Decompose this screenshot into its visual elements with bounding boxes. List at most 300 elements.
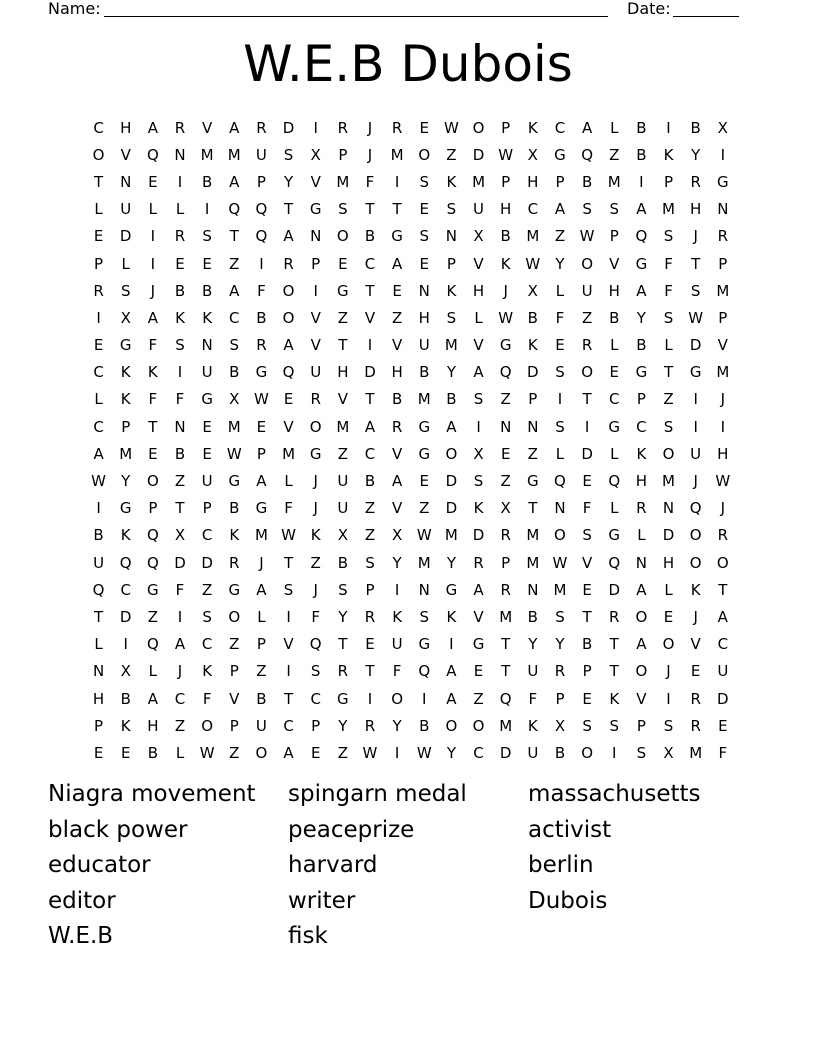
grid-letter: D <box>201 553 213 572</box>
grid-letter: Q <box>146 145 159 164</box>
grid-letter: P <box>256 444 266 463</box>
grid-letter: F <box>311 607 321 626</box>
grid-letter: T <box>663 363 674 382</box>
grid-letter: B <box>581 635 593 654</box>
grid-letter: Z <box>663 390 674 409</box>
grid-letter: T <box>528 499 538 518</box>
grid-letter: D <box>472 526 485 545</box>
grid-letter: I <box>96 499 101 518</box>
grid-letter: J <box>720 390 726 409</box>
grid-row <box>85 196 736 223</box>
grid-letter: D <box>717 689 729 708</box>
grid-letter: D <box>527 363 539 382</box>
grid-letter: L <box>284 472 293 491</box>
grid-letter: T <box>501 662 511 681</box>
grid-letter: Z <box>337 743 348 762</box>
grid-letter: C <box>717 635 729 654</box>
grid-letter: J <box>693 227 698 246</box>
grid-letter: U <box>201 472 213 491</box>
grid-letter: X <box>229 390 240 409</box>
grid-letter: E <box>582 580 592 599</box>
grid-letter: W <box>715 472 731 491</box>
grid-letter: A <box>636 281 647 300</box>
grid-letter: J <box>720 499 726 518</box>
grid-letter: B <box>201 172 213 191</box>
grid-letter: R <box>364 716 376 735</box>
grid-letter: W <box>688 308 704 327</box>
grid-letter: I <box>394 172 400 191</box>
grid-letter: U <box>717 662 729 681</box>
grid-letter: U <box>255 145 267 164</box>
grid-letter: A <box>283 743 294 762</box>
grid-letter: E <box>338 254 348 273</box>
grid-letter: Z <box>500 472 511 491</box>
grid-letter: P <box>311 716 321 735</box>
grid-letter: G <box>472 635 485 654</box>
grid-letter: P <box>121 417 131 436</box>
grid-letter: V <box>283 635 294 654</box>
grid-letter: X <box>473 444 484 463</box>
grid-letter: V <box>581 553 593 572</box>
grid-letter: O <box>201 716 214 735</box>
grid-letter: J <box>313 499 318 518</box>
word-list-item: harvard <box>288 852 378 878</box>
grid-letter: I <box>666 689 671 708</box>
grid-letter: U <box>527 743 539 762</box>
grid-letter: P <box>94 716 104 735</box>
grid-letter: N <box>310 227 322 246</box>
grid-letter: Y <box>446 363 456 382</box>
grid-letter: N <box>418 281 430 300</box>
grid-letter: H <box>147 716 159 735</box>
grid-letter: R <box>717 526 729 545</box>
grid-letter: P <box>229 662 239 681</box>
grid-letter: F <box>202 689 212 708</box>
grid-letter: O <box>336 227 349 246</box>
grid-letter: V <box>473 607 484 626</box>
grid-letter: G <box>689 363 702 382</box>
word-list-item: berlin <box>528 852 594 878</box>
grid-letter: G <box>119 499 132 518</box>
grid-letter: B <box>120 689 131 708</box>
grid-row <box>85 141 736 168</box>
grid-letter: O <box>255 743 268 762</box>
grid-letter: S <box>609 716 619 735</box>
grid-letter: Y <box>446 743 456 762</box>
grid-letter: P <box>365 580 375 599</box>
grid-letter: E <box>582 472 592 491</box>
grid-letter: L <box>257 607 266 626</box>
grid-letter: R <box>337 118 349 137</box>
grid-letter: Q <box>499 689 512 708</box>
grid-letter: K <box>175 308 185 327</box>
grid-letter: K <box>202 662 213 681</box>
grid-letter: L <box>555 281 565 300</box>
grid-letter: U <box>690 444 702 463</box>
grid-letter: G <box>716 172 729 191</box>
grid-letter: O <box>282 308 295 327</box>
grid-letter: J <box>259 553 264 572</box>
grid-letter: B <box>609 308 620 327</box>
grid-letter: C <box>310 689 321 708</box>
grid-letter: S <box>555 417 565 436</box>
grid-letter: X <box>527 145 538 164</box>
grid-letter: A <box>174 635 186 654</box>
grid-letter: J <box>503 281 508 300</box>
grid-letter: I <box>313 281 318 300</box>
grid-row <box>85 549 736 576</box>
grid-letter: H <box>635 472 648 491</box>
grid-letter: Q <box>146 553 159 572</box>
grid-letter: Z <box>473 689 484 708</box>
grid-letter: M <box>336 172 350 191</box>
grid-letter: Y <box>338 607 348 626</box>
grid-row <box>85 277 736 304</box>
grid-letter: N <box>418 580 430 599</box>
grid-letter: K <box>500 254 511 273</box>
grid-letter: O <box>445 716 458 735</box>
grid-letter: V <box>310 308 321 327</box>
grid-letter: T <box>691 254 701 273</box>
grid-letter: D <box>282 118 295 137</box>
grid-letter: Z <box>364 526 376 545</box>
grid-letter: Y <box>555 635 565 654</box>
word-list-item: W.E.B <box>48 923 114 949</box>
grid-letter: E <box>609 363 619 382</box>
grid-letter: B <box>391 390 403 409</box>
grid-letter: Q <box>92 580 105 599</box>
page-title: W.E.B Dubois <box>243 35 573 93</box>
grid-letter: B <box>581 172 593 191</box>
grid-letter: I <box>720 417 726 436</box>
grid-letter: W <box>416 526 432 545</box>
grid-letter: J <box>666 662 671 681</box>
grid-letter: R <box>283 254 294 273</box>
grid-letter: A <box>554 200 566 219</box>
grid-letter: T <box>338 635 348 654</box>
grid-letter: C <box>636 417 647 436</box>
grid-letter: O <box>635 662 648 681</box>
grid-letter: Z <box>310 553 321 572</box>
grid-letter: P <box>718 308 728 327</box>
grid-letter: U <box>473 200 485 219</box>
grid-letter: Z <box>229 635 240 654</box>
grid-letter: M <box>227 145 241 164</box>
grid-letter: A <box>283 336 294 355</box>
grid-letter: B <box>147 743 158 762</box>
grid-letter: I <box>422 689 427 708</box>
word-list-item: editor <box>48 887 116 914</box>
grid-letter: O <box>581 743 593 762</box>
grid-letter: F <box>718 743 728 762</box>
grid-letter: L <box>610 118 619 137</box>
grid-letter: A <box>147 118 158 137</box>
grid-letter: N <box>717 200 729 219</box>
grid-letter: S <box>582 526 592 545</box>
grid-letter: E <box>473 662 484 681</box>
grid-letter: R <box>609 607 620 626</box>
grid-letter: P <box>636 390 646 409</box>
grid-letter: S <box>663 227 674 246</box>
grid-letter: E <box>202 254 212 273</box>
grid-letter: B <box>636 336 647 355</box>
grid-letter: U <box>527 662 539 681</box>
grid-letter: Z <box>364 499 376 518</box>
grid-letter: A <box>147 689 158 708</box>
grid-letter: M <box>417 390 431 409</box>
grid-letter: E <box>500 444 511 463</box>
grid-letter: M <box>716 363 730 382</box>
grid-letter: V <box>120 145 131 164</box>
grid-letter: R <box>636 499 647 518</box>
grid-letter: W <box>281 526 296 545</box>
grid-letter: V <box>310 172 321 191</box>
grid-letter: O <box>309 417 322 436</box>
grid-letter: R <box>391 417 403 436</box>
grid-letter: V <box>283 417 294 436</box>
grid-letter: D <box>472 145 485 164</box>
grid-letter: M <box>336 417 350 436</box>
grid-letter: F <box>664 281 673 300</box>
grid-letter: K <box>527 118 538 137</box>
grid-letter: Y <box>528 635 538 654</box>
grid-letter: V <box>310 336 321 355</box>
grid-letter: S <box>120 281 131 300</box>
grid-letter: X <box>500 499 511 518</box>
grid-letter: Z <box>229 254 240 273</box>
grid-letter: J <box>693 472 698 491</box>
grid-letter: H <box>337 363 349 382</box>
grid-letter: W <box>199 743 215 762</box>
grid-letter: L <box>637 526 646 545</box>
grid-letter: X <box>391 526 403 545</box>
grid-letter: D <box>119 607 132 626</box>
word-list-item: fisk <box>288 923 328 949</box>
grid-letter: O <box>472 118 485 137</box>
grid-row <box>85 413 736 440</box>
grid-letter: O <box>554 526 566 545</box>
grid-letter: T <box>392 200 402 219</box>
grid-row <box>85 250 736 277</box>
grid-letter: N <box>527 417 539 436</box>
grid-letter: L <box>148 662 158 681</box>
grid-letter: E <box>120 743 131 762</box>
grid-letter: F <box>148 390 158 409</box>
grid-letter: J <box>693 607 698 626</box>
grid-letter: R <box>310 390 321 409</box>
grid-letter: T <box>283 553 294 572</box>
grid-letter: G <box>228 472 241 491</box>
grid-letter: B <box>690 118 701 137</box>
grid-letter: L <box>175 200 185 219</box>
grid-letter: L <box>664 336 673 355</box>
grid-letter: N <box>174 417 186 436</box>
grid-letter: G <box>635 363 648 382</box>
grid-letter: T <box>338 336 348 355</box>
grid-letter: G <box>337 689 349 708</box>
grid-letter: K <box>609 689 620 708</box>
grid-letter: S <box>365 553 375 572</box>
grid-letter: M <box>662 472 675 491</box>
grid-letter: B <box>229 499 240 518</box>
grid-letter: D <box>174 553 186 572</box>
grid-letter: B <box>446 390 457 409</box>
grid-letter: P <box>256 172 266 191</box>
grid-letter: E <box>202 444 212 463</box>
grid-letter: L <box>610 444 619 463</box>
grid-letter: E <box>93 743 104 762</box>
grid-letter: T <box>582 607 592 626</box>
grid-letter: Q <box>146 635 159 654</box>
grid-letter: G <box>119 336 132 355</box>
word-list-item: black power <box>48 816 188 843</box>
grid-letter: E <box>718 716 728 735</box>
grid-letter: I <box>394 580 400 599</box>
grid-letter: B <box>636 118 647 137</box>
grid-letter: Y <box>392 553 402 572</box>
grid-letter: S <box>609 200 619 219</box>
grid-letter: R <box>500 526 511 545</box>
grid-letter: M <box>526 526 540 545</box>
grid-letter: L <box>610 499 619 518</box>
grid-letter: K <box>446 172 457 191</box>
grid-letter: A <box>446 417 457 436</box>
grid-letter: T <box>365 200 375 219</box>
grid-letter: R <box>256 118 267 137</box>
grid-letter: D <box>581 444 593 463</box>
grid-letter: C <box>527 200 539 219</box>
grid-letter: M <box>444 336 458 355</box>
grid-letter: P <box>256 635 266 654</box>
grid-letter: H <box>500 200 512 219</box>
grid-letter: N <box>527 580 539 599</box>
grid-letter: B <box>500 227 511 246</box>
grid-letter: S <box>419 172 430 191</box>
grid-letter: Y <box>446 553 456 572</box>
grid-letter: E <box>202 417 212 436</box>
grid-letter: E <box>690 662 701 681</box>
grid-letter: R <box>473 553 484 572</box>
grid-letter: G <box>337 281 349 300</box>
grid-letter: I <box>286 662 291 681</box>
grid-letter: B <box>337 553 348 572</box>
grid-letter: N <box>120 172 132 191</box>
grid-letter: V <box>636 689 647 708</box>
grid-row <box>85 440 736 467</box>
grid-letter: M <box>499 716 513 735</box>
grid-letter: Y <box>691 145 701 164</box>
grid-letter: S <box>338 200 348 219</box>
word-list-item: peaceprize <box>288 816 415 843</box>
grid-letter: K <box>446 607 457 626</box>
grid-letter: G <box>527 472 539 491</box>
grid-letter: T <box>718 580 728 599</box>
grid-letter: O <box>635 607 648 626</box>
grid-letter: A <box>473 363 484 382</box>
grid-letter: C <box>283 716 294 735</box>
grid-letter: O <box>418 145 431 164</box>
grid-letter: I <box>394 743 400 762</box>
grid-letter: D <box>689 336 702 355</box>
grid-letter: R <box>174 227 186 246</box>
grid-letter: G <box>309 200 322 219</box>
date-label: Date: <box>627 0 671 18</box>
grid-letter: C <box>609 390 620 409</box>
grid-letter: G <box>445 580 458 599</box>
grid-letter: D <box>499 743 512 762</box>
grid-letter: A <box>229 118 240 137</box>
grid-letter: M <box>417 553 431 572</box>
grid-letter: Q <box>554 472 566 491</box>
grid-letter: S <box>555 607 565 626</box>
grid-letter: U <box>255 716 267 735</box>
grid-letter: E <box>419 472 429 491</box>
grid-letter: P <box>501 118 511 137</box>
grid-letter: A <box>446 662 457 681</box>
word-list-item: Dubois <box>528 887 608 914</box>
grid-letter: I <box>177 607 183 626</box>
grid-letter: X <box>527 281 538 300</box>
grid-letter: G <box>309 444 322 463</box>
grid-letter: Z <box>337 308 348 327</box>
grid-letter: G <box>228 580 241 599</box>
grid-letter: L <box>664 580 673 599</box>
letter-grid <box>85 114 736 767</box>
grid-letter: H <box>418 308 430 327</box>
grid-letter: Z <box>419 499 430 518</box>
grid-letter: Z <box>174 472 186 491</box>
grid-letter: R <box>256 336 267 355</box>
grid-letter: A <box>473 580 484 599</box>
grid-letter: E <box>310 743 321 762</box>
grid-letter: G <box>418 635 431 654</box>
date-line <box>673 16 739 17</box>
grid-letter: W <box>416 743 432 762</box>
grid-letter: O <box>92 145 105 164</box>
grid-letter: Q <box>635 227 648 246</box>
grid-letter: K <box>636 444 647 463</box>
grid-letter: B <box>174 444 186 463</box>
grid-letter: G <box>554 145 566 164</box>
grid-letter: W <box>525 254 541 273</box>
grid-letter: K <box>473 499 484 518</box>
grid-letter: E <box>93 336 104 355</box>
name-line <box>104 16 608 17</box>
grid-letter: P <box>311 254 321 273</box>
grid-letter: S <box>663 716 674 735</box>
grid-letter: Q <box>608 472 621 491</box>
grid-letter: P <box>501 172 511 191</box>
grid-letter: P <box>528 390 538 409</box>
grid-letter: C <box>364 444 376 463</box>
grid-letter: I <box>259 254 264 273</box>
grid-letter: G <box>418 417 431 436</box>
grid-letter: E <box>419 200 429 219</box>
grid-letter: L <box>555 444 565 463</box>
grid-letter: F <box>392 662 402 681</box>
word-list-item: activist <box>528 816 612 843</box>
grid-letter: Z <box>500 390 511 409</box>
grid-letter: I <box>286 607 291 626</box>
grid-letter: X <box>120 662 131 681</box>
grid-letter: V <box>690 635 701 654</box>
grid-letter: Q <box>608 553 621 572</box>
grid-letter: L <box>175 743 185 762</box>
grid-letter: N <box>92 662 105 681</box>
grid-letter: J <box>367 118 373 137</box>
word-list-item: spingarn medal <box>288 781 467 807</box>
grid-letter: S <box>636 743 647 762</box>
